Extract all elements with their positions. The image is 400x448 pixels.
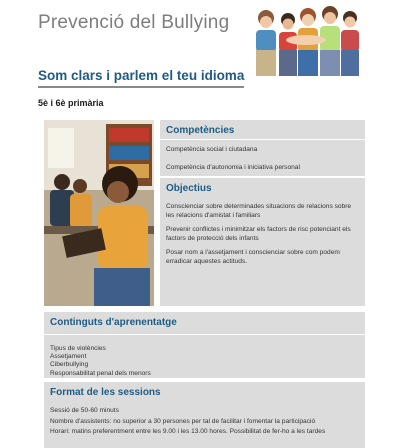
format-item: Sessió de 50-60 minuts (50, 407, 119, 414)
format-heading: Format de les sessions (50, 387, 161, 398)
content-item: Ciberbullying (50, 361, 89, 369)
content-item: Tipus de violències (50, 345, 106, 352)
format-item: Nombre d'assistents: no superior a 30 persones per tal de facilitar i fomentar la participació (50, 417, 316, 425)
hero-image (248, 4, 366, 76)
contents-panel (44, 312, 365, 378)
objective-item: Posar nom a l'assetjament i conscienciar sobre com podem erradicar aquestes actituds. (166, 249, 340, 265)
page-title: Prevenció del Bullying (38, 12, 230, 33)
subtitle-divider (38, 86, 244, 88)
section-subtitle: Som clars i parlem el teu idioma (38, 68, 245, 83)
competencies-heading: Competències (160, 120, 365, 140)
competencies-panel (160, 120, 365, 176)
objective-item: Prevenir conflictes i minimitzar els factors de risc potenciant els factors de protecció dels infants (166, 226, 351, 242)
competency-item: Competència d'autonomia i iniciativa personal (166, 163, 300, 171)
objective-item: Conscienciar sobre determinades situacions de relacions sobre les relacions d'amistat i familiars (166, 203, 352, 219)
objectives-panel (160, 178, 365, 306)
classroom-image (44, 120, 154, 306)
contents-heading: Continguts d'aprenentatge (44, 312, 365, 335)
competency-item: Competència social i ciutadana (166, 146, 258, 153)
format-panel (44, 382, 365, 448)
objectives-heading: Objectius (166, 183, 212, 194)
content-item: Assetjament (50, 353, 87, 361)
format-item: Horari: matins preferentment entre les 9.00 i les 13.00 hores. Possibilitat de fer-ho a les tardes (50, 428, 326, 435)
grade-label: 5è i 6è primària (38, 98, 104, 108)
content-item: Responsabilitat penal dels menors (50, 369, 151, 377)
